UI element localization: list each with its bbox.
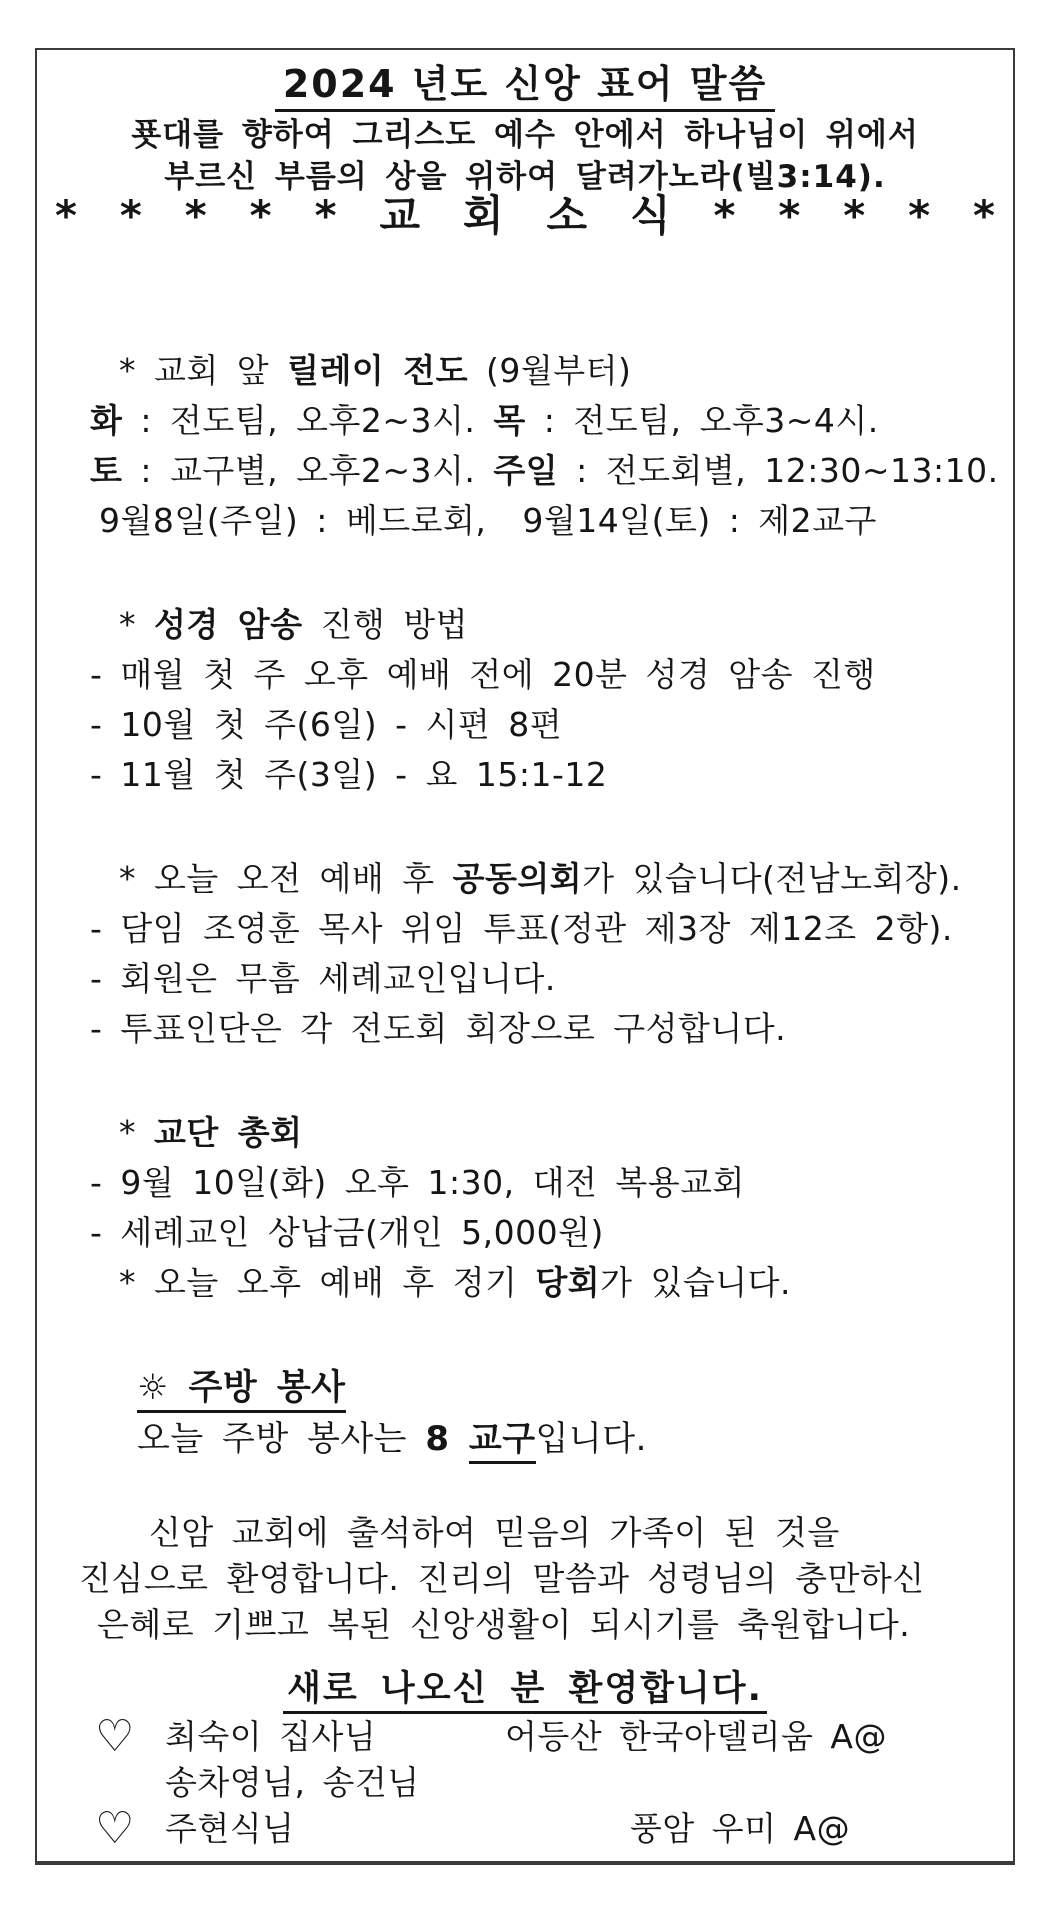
notice-line <box>37 1258 1013 1308</box>
divider-asterisk: * <box>184 191 207 240</box>
notice-line <box>37 954 1013 1004</box>
divider-char: 소 <box>546 191 588 240</box>
newcomers-title <box>37 1664 1013 1714</box>
newcomer-name: 주현식님 <box>165 1809 295 1848</box>
notice-line <box>37 600 1013 650</box>
divider-asterisk: * <box>713 191 736 240</box>
text-segment: : 전도팀, 오후2~3시. <box>122 401 494 440</box>
text-segment: 진행 방법 <box>302 605 469 644</box>
divider-asterisk: * <box>55 191 77 240</box>
divider-char: 교 <box>379 191 421 240</box>
notice-line <box>37 1208 1013 1258</box>
text-segment: - 담임 조영훈 목사 위임 투표(정관 제3장 제12조 2항). <box>90 909 953 948</box>
text-segment: 당회 <box>535 1263 601 1302</box>
notice-line <box>37 1108 1013 1158</box>
notice-line <box>37 700 1013 750</box>
text-segment: 9월8일(주일) : 베드로회, 9월14일(토) : 제2교구 <box>99 501 877 540</box>
divider-asterisk: * <box>314 191 337 240</box>
text-segment: 오늘 주방 봉사는 <box>137 1419 426 1459</box>
text-segment: 릴레이 전도 <box>287 351 468 390</box>
heart-icon: ♡ <box>95 1803 135 1854</box>
text-segment: - 매월 첫 주 오후 예배 전에 20분 성경 암송 진행 <box>90 655 876 694</box>
welcome-line: 진심으로 환영합니다. 진리의 말씀과 성령님의 충만하신 <box>79 1559 925 1598</box>
newcomer-place: 어등산 한국아델리움 A@ <box>505 1717 887 1756</box>
text-segment: 주일 <box>493 451 559 490</box>
divider-asterisk: * <box>119 191 142 240</box>
notice-line <box>37 446 1013 496</box>
text-segment: - 투표인단은 각 전도회 회장으로 구성합니다. <box>90 1009 787 1048</box>
text-segment: - 회원은 무흠 세례교인입니다. <box>90 959 556 998</box>
text-segment: - 9월 10일(화) 오후 1:30, 대전 복용교회 <box>90 1163 745 1202</box>
text-segment: * <box>119 605 154 644</box>
page-title <box>37 60 1013 108</box>
newcomer-name: 최숙이 집사님 <box>165 1717 377 1756</box>
motto-line: 푯대를 향하여 그리스도 예수 안에서 하나님이 위에서 <box>131 117 919 153</box>
divider-char: 회 <box>462 191 504 240</box>
motto-block <box>37 114 1013 198</box>
notice-line <box>37 650 1013 700</box>
text-segment: 성경 암송 <box>154 605 303 644</box>
text-segment: 목 <box>493 401 526 440</box>
heart-icon: ♡ <box>95 1711 135 1762</box>
notice-line <box>37 346 1013 396</box>
text-segment: 공동의회 <box>452 859 583 898</box>
text-segment: : 전도회별, 12:30~13:10. <box>558 451 999 490</box>
divider-asterisk: * <box>908 191 931 240</box>
notice-sections <box>37 346 1013 1464</box>
text-segment: * 오늘 오후 예배 후 정기 <box>119 1263 536 1302</box>
divider-asterisk: * <box>973 191 995 240</box>
notice-section <box>37 346 1013 546</box>
divider-asterisk: * <box>843 191 866 240</box>
divider-char: 식 <box>629 191 671 240</box>
notice-section <box>37 1108 1013 1308</box>
text-segment: : 교구별, 오후2~3시. <box>122 451 494 490</box>
motto-line: 부르신 부름의 상을 위하여 달려가노라(빌3:14). <box>164 159 886 195</box>
newcomer-row <box>37 1803 1013 1854</box>
notice-line <box>37 396 1013 446</box>
text-segment: * 교회 앞 <box>119 351 288 390</box>
text-segment: 교구 <box>469 1419 536 1464</box>
page-title-text: 2024 년도 신앙 표어 말씀 <box>275 62 775 112</box>
newcomers-title-text: 새로 나오신 분 환영합니다. <box>283 1669 767 1714</box>
text-segment: : 전도팀, 오후3~4시. <box>525 401 879 440</box>
text-segment: 가 있습니다(전남노회장). <box>582 859 962 898</box>
notice-line <box>37 1362 1013 1414</box>
text-segment: * <box>119 1113 154 1152</box>
text-segment: 8 <box>425 1419 469 1459</box>
notice-section <box>37 854 1013 1054</box>
newcomer-place: 풍암 우미 A@ <box>630 1809 851 1848</box>
divider-asterisk: * <box>778 191 801 240</box>
text-segment: 화 <box>90 401 123 440</box>
newcomer-name: 송차영님, 송건님 <box>165 1763 420 1802</box>
bulletin-frame <box>35 48 1015 1865</box>
text-segment: - 세례교인 상납금(개인 5,000원) <box>90 1213 604 1252</box>
text-segment: ☼ 주방 봉사 <box>137 1368 346 1413</box>
newcomer-list <box>37 1711 1013 1854</box>
notice-line <box>37 904 1013 954</box>
notice-line <box>37 854 1013 904</box>
divider-asterisk: * <box>249 191 272 240</box>
welcome-line: 은혜로 기쁘고 복된 신앙생활이 되시기를 축원합니다. <box>97 1605 911 1644</box>
text-segment: 가 있습니다. <box>600 1263 791 1302</box>
text-segment: - 10월 첫 주(6일) - 시편 8편 <box>90 705 563 744</box>
text-segment: - 11월 첫 주(3일) - 요 15:1-12 <box>90 755 608 794</box>
text-segment: 교단 총회 <box>154 1113 303 1152</box>
notice-line <box>37 1158 1013 1208</box>
divider-row <box>37 192 1013 240</box>
notice-line <box>37 750 1013 800</box>
newcomer-row <box>37 1760 1013 1806</box>
notice-section <box>37 1362 1013 1464</box>
welcome-paragraph <box>37 1510 1013 1648</box>
text-segment: (9월부터) <box>468 351 632 390</box>
notice-line <box>37 496 1013 546</box>
notice-line <box>37 1004 1013 1054</box>
text-segment: * 오늘 오전 예배 후 <box>119 859 453 898</box>
newcomer-row <box>37 1711 1013 1762</box>
notice-section <box>37 600 1013 800</box>
notice-line <box>37 1414 1013 1464</box>
text-segment: 토 <box>90 451 123 490</box>
welcome-line: 신암 교회에 출석하여 믿음의 가족이 된 것을 <box>149 1513 840 1552</box>
text-segment: 입니다. <box>535 1419 647 1459</box>
